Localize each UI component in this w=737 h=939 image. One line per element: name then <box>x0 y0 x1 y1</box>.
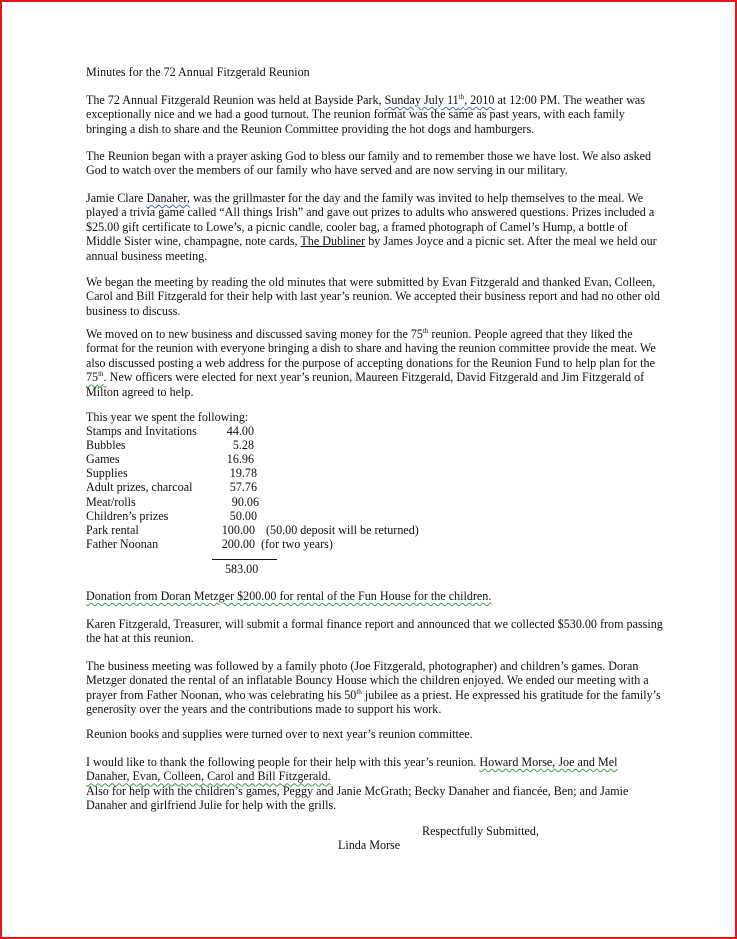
text-line: annual business meeting. <box>86 248 208 263</box>
expense-amount: 16.96 <box>226 452 254 467</box>
text-line <box>86 688 676 702</box>
expense-label: Adult prizes, charcoal <box>86 480 193 495</box>
text-run: Sunday July 11 <box>384 93 459 107</box>
expense-intro-text: This year we spent the following: <box>86 410 249 424</box>
expense-label: Games <box>86 452 120 467</box>
text-line: Karen Fitzgerald, Treasurer, will submit a formal finance report and announced that we collected $530.00 from passing <box>86 617 663 631</box>
expense-amount: 44.00 <box>226 424 254 439</box>
text-run: at 12:00 PM. The weather was <box>494 93 646 107</box>
expense-row <box>86 466 676 480</box>
grammar-flagged-names: Danaher, Evan, Colleen, Carol and Bill Fitzgerald. <box>86 769 331 784</box>
expense-label: Bubbles <box>86 438 126 453</box>
paragraph-meal-and-prizes <box>86 191 676 263</box>
expense-note: (for two years) <box>261 536 333 551</box>
expense-total: 583.00 <box>225 561 259 576</box>
text-line <box>86 234 676 248</box>
text-line: Also for help with the children’s games, Peggy and Janie McGrath; Becky Danaher and fiancée, Ben; and Jamie <box>86 783 629 798</box>
signature: Linda Morse <box>338 838 401 852</box>
superscript: th <box>98 370 104 379</box>
text-line: Metzger donated the rental of an inflatable Bouncy House which the children enjoyed. We ended our meeting with a <box>86 673 649 688</box>
paragraph-thanks <box>86 755 676 813</box>
text-run: prayer from Father Noonan, who was celebrating his 50 <box>86 687 357 702</box>
total-divider-line <box>212 559 277 560</box>
expense-label: Supplies <box>86 466 128 481</box>
text-run: I would like to thank the following people for their help with this year’s reunion. <box>86 755 480 769</box>
text-line <box>86 191 676 205</box>
expense-amount: 100.00 <box>221 522 255 537</box>
text-line: exceptionally nice and we had a good turnout. The reunion format was the same as past years, with each family <box>86 107 625 122</box>
text-line: business to discuss. <box>86 303 181 318</box>
paragraph-treasurer <box>86 617 676 646</box>
paragraph-old-business <box>86 275 676 318</box>
paragraph-books <box>86 727 676 741</box>
text-line <box>86 93 676 107</box>
text-line <box>86 370 676 384</box>
expense-row <box>86 424 676 438</box>
text-line: the hat at this reunion. <box>86 631 194 646</box>
expense-row <box>86 537 676 551</box>
text-line: bringing a dish to share and the Reunion Committee providing the hot dogs and hamburgers. <box>86 121 535 136</box>
expense-label: Stamps and Invitations <box>86 424 197 439</box>
expense-section <box>86 410 676 581</box>
text-run: by James Joyce and a picnic set. After the meal we held our <box>365 234 657 249</box>
text-line: Donation from Doran Metzger $200.00 for rental of the Fun House for the children. <box>86 589 492 603</box>
text-line: $25.00 gift certificate to Lowe’s, a picnic candle, cooler bag, a framed photograph of Camel’s Hump, a bottle of <box>86 219 628 234</box>
text-run: reunion. People agreed that they liked the <box>428 327 633 341</box>
paragraph-reunion-details <box>86 93 676 136</box>
text-run: Middle Sister wine, champagne, note cards, <box>86 234 301 249</box>
book-title: The Dubliner <box>300 234 366 249</box>
expense-amount: 90.06 <box>231 494 259 509</box>
paragraph-prayer <box>86 149 676 178</box>
expense-label: Meat/rolls <box>86 494 136 509</box>
superscript: th <box>458 93 465 101</box>
text-run: jubilee as a priest. He expressed his gratitude for the family’s <box>361 687 661 702</box>
text-line: Reunion books and supplies were turned over to next year’s reunion committee. <box>86 727 473 741</box>
text-run: The 72 Annual Fitzgerald Reunion was held at Bayside Park, <box>86 93 385 107</box>
expense-note: (50.00 deposit will be returned) <box>266 522 419 537</box>
date-grammar-flag <box>385 93 495 107</box>
text-line <box>86 769 676 783</box>
text-line <box>86 755 676 769</box>
expense-row <box>86 452 676 466</box>
expense-row <box>86 509 676 523</box>
expense-amount: 200.00 <box>221 536 255 551</box>
text-line: The business meeting was followed by a family photo (Joe Fitzgerald, photographer) and children’s games. Doran <box>86 659 639 673</box>
paragraph-family-photo <box>86 659 676 717</box>
expense-row <box>86 480 676 494</box>
text-line: Milton agreed to help. <box>86 384 194 399</box>
text-line: format for the reunion with everyone bringing a dish to share and having the reunion committee provide the meat. We <box>86 341 656 356</box>
text-line: also discussed posting a web address for the purpose of accepting donations for the Reunion Fund to help plan for the <box>86 355 655 370</box>
text-line: We began the meeting by reading the old minutes that were submitted by Evan Fitzgerald and thanked Evan, Colleen, <box>86 275 656 289</box>
expense-row <box>86 523 676 537</box>
text-run: Jamie Clare <box>86 191 147 205</box>
text-line: Danaher and girlfriend Julie for help with the grills. <box>86 798 337 813</box>
text-line: generosity over the years and the contributions made to support his work. <box>86 702 442 717</box>
text-run: We moved on to new business and discussed saving money for the 75 <box>86 327 423 341</box>
paragraph-new-business <box>86 327 676 399</box>
donation-note <box>86 589 676 603</box>
expense-intro <box>86 410 676 424</box>
text-line: Carol and Bill Fitzgerald for their help with last year’s reunion. We accepted their business report and had no other old <box>86 289 660 304</box>
spelling-flagged-name: Danaher, <box>146 191 190 205</box>
document-title: Minutes for the 72 Annual Fitzgerald Reunion <box>86 65 310 79</box>
grammar-flagged-ordinal <box>86 370 107 384</box>
expense-label: Park rental <box>86 522 139 537</box>
text-line <box>86 327 676 341</box>
text-run: New officers were elected for next year’s reunion, Maureen Fitzgerald, David Fitzgerald and Jim Fitzgerald of <box>106 370 645 385</box>
superscript: th <box>422 327 429 335</box>
text-line: played a trivia game called “All things Irish” and gave out prizes to adults who answered questions. Prizes included a <box>86 205 655 220</box>
expense-row <box>86 495 676 509</box>
text-run: . <box>103 370 107 385</box>
closing: Respectfully Submitted, <box>422 824 539 838</box>
superscript: th <box>356 687 362 696</box>
expense-label: Children’s prizes <box>86 508 169 523</box>
expense-label: Father Noonan <box>86 536 159 551</box>
expense-amount: 57.76 <box>229 480 257 495</box>
grammar-flagged-names: Howard Morse, Joe and Mel <box>479 755 618 769</box>
text-run: 75 <box>86 370 99 385</box>
expense-amount: 5.28 <box>232 438 254 453</box>
text-run: , 2010 <box>464 93 495 107</box>
text-run: was the grillmaster for the day and the family was invited to help themselves to the meal. We <box>189 191 644 205</box>
expense-amount: 19.78 <box>229 466 257 481</box>
expense-amount: 50.00 <box>229 508 257 523</box>
text-line: The Reunion began with a prayer asking God to bless our family and to remember those we have lost. We also asked <box>86 149 652 163</box>
text-line: God to watch over the members of our family who have served and are now serving in our military. <box>86 163 568 178</box>
expense-row <box>86 438 676 452</box>
expense-total-block <box>86 551 676 581</box>
